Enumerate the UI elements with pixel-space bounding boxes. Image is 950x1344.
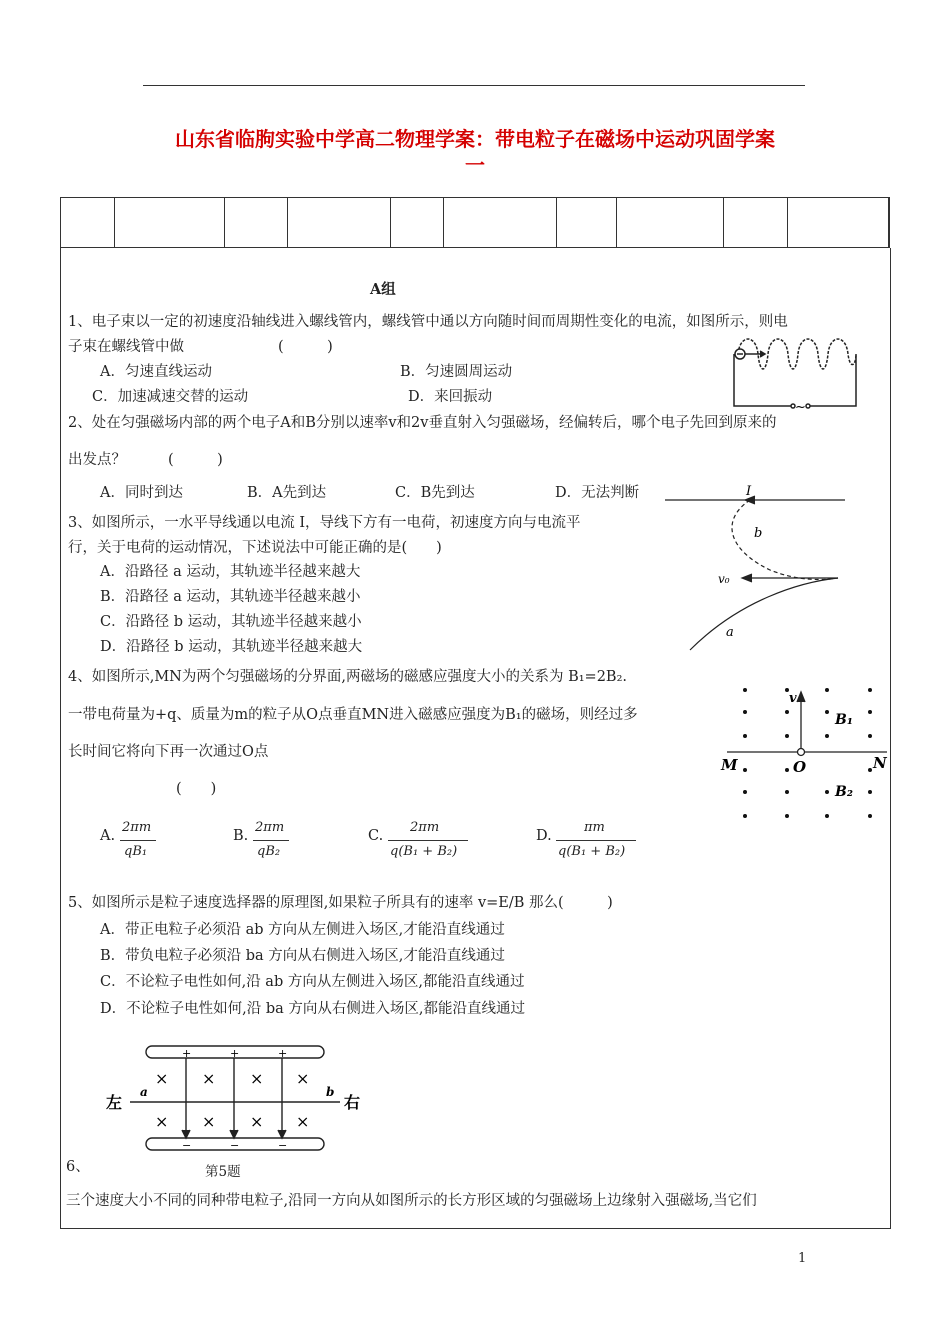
q4-option-d-fraction	[556, 820, 636, 864]
q5-cross: ×	[296, 1112, 310, 1131]
q4-option-a-bar	[120, 840, 156, 841]
info-cell	[115, 198, 224, 248]
q4-option-a-fraction	[120, 820, 156, 864]
info-cell	[61, 198, 115, 248]
q4-option-d-bar	[556, 840, 636, 841]
q4-text: 4、如图所示,MN为两个匀强磁场的分界面,两磁场的磁感应强度大小的关系为 B₁=2B₂.	[68, 669, 628, 685]
q4-text-3: 长时间它将向下再一次通过O点	[68, 744, 269, 760]
q3-option-d: D．沿路径 b 运动，其轨迹半径越来越大	[100, 639, 363, 655]
q4-text-2: 一带电荷量为+q、质量为m的粒子从O点垂直MN进入磁感应强度为B₁的磁场，则经过多	[68, 707, 638, 723]
q3-label-v0: v₀	[718, 572, 730, 586]
q1-solenoid-figure	[728, 330, 863, 415]
q5-label-right: 右	[344, 1093, 361, 1112]
q3-option-c: C．沿路径 b 运动，其轨迹半径越来越小	[100, 614, 362, 630]
q5-minus-2: −	[230, 1139, 240, 1152]
page-title-line2: 一	[465, 153, 485, 177]
info-cell	[889, 198, 890, 248]
q4-label-M: M	[721, 756, 738, 774]
q6-text: 三个速度大小不同的同种带电粒子,沿同一方向从如图所示的长方形区域的匀强磁场上边缘射入强磁场,当它们	[66, 1193, 757, 1209]
info-table	[60, 197, 890, 248]
q5-plus-3: +	[278, 1047, 288, 1060]
section-heading: A组	[370, 281, 396, 298]
q2-option-b: B．A先到达	[247, 485, 327, 501]
q5-cross: ×	[296, 1069, 310, 1088]
q4-label-O: O	[793, 758, 807, 776]
q5-velocity-selector-figure	[100, 1040, 370, 1165]
q4-option-c-fraction	[388, 820, 468, 864]
q5-cross: ×	[250, 1069, 264, 1088]
q5-cross: ×	[202, 1112, 216, 1131]
q5-label-a: a	[140, 1085, 148, 1099]
info-cell	[724, 198, 788, 248]
info-cell	[556, 198, 616, 248]
q4-boundary-figure	[715, 680, 895, 830]
q4-option-c-num: 2πm	[410, 820, 440, 835]
q5-cross: ×	[202, 1069, 216, 1088]
q4-option-c-bar	[388, 840, 468, 841]
info-cell	[224, 198, 287, 248]
q5-option-a: A．带正电粒子必须沿 ab 方向从左侧进入场区,才能沿直线通过	[100, 922, 505, 938]
q4-label-v: v	[789, 691, 797, 706]
info-cell	[788, 198, 889, 248]
q5-option-c: C．不论粒子电性如何,沿 ab 方向从左侧进入场区,都能沿直线通过	[100, 974, 525, 990]
q4-label-B2: B₂	[835, 784, 853, 800]
q2-option-a: A．同时到达	[100, 485, 183, 501]
q1-text-2: 子束在螺线管中做	[68, 339, 184, 355]
q6-number: 6、	[66, 1159, 90, 1175]
q5-plus-1: +	[182, 1047, 192, 1060]
q2-option-d: D．无法判断	[555, 485, 640, 501]
q3-label-I: I	[746, 484, 752, 499]
q5-minus-1: −	[182, 1139, 192, 1152]
q5-cross: ×	[155, 1069, 169, 1088]
info-cell	[616, 198, 723, 248]
q3-label-b: b	[754, 526, 763, 541]
info-cell	[287, 198, 390, 248]
q3-option-a: A．沿路径 a 运动，其轨迹半径越来越大	[100, 564, 361, 580]
q1-option-b: B．匀速圆周运动	[400, 364, 513, 380]
q4-option-b-den: qB₂	[257, 844, 281, 859]
q4-option-d-num: πm	[584, 820, 605, 835]
q5-label-left: 左	[106, 1093, 123, 1112]
q5-label-b: b	[326, 1085, 335, 1099]
q2-option-c: C．B先到达	[395, 485, 475, 501]
q2-answer-paren: ( )	[168, 452, 223, 468]
top-rule	[143, 85, 805, 86]
q4-option-b-bar	[253, 840, 289, 841]
page-title: 山东省临朐实验中学高二物理学案：带电粒子在磁场中运动巩固学案	[175, 127, 775, 151]
q5-text: 5、如图所示是粒子速度选择器的原理图,如果粒子所具有的速率 v=E/B 那么( )	[68, 895, 613, 911]
q1-text: 1、电子束以一定的初速度沿轴线进入螺线管内，螺线管中通以方向随时间而周期性变化的电流，如图所示，则电	[68, 314, 788, 330]
q4-option-c-den: q(B₁ + B₂)	[390, 844, 458, 859]
page-number: 1	[798, 1251, 807, 1266]
q4-option-b-label: B.	[233, 828, 249, 844]
q3-label-a: a	[726, 625, 734, 640]
q5-cross: ×	[155, 1112, 169, 1131]
q1-option-c: C．加速减速交替的运动	[92, 389, 249, 405]
q5-option-b: B．带负电粒子必须沿 ba 方向从右侧进入场区,才能沿直线通过	[100, 948, 505, 964]
q5-figure-caption: 第5题	[205, 1164, 241, 1180]
q4-option-c-label: C.	[368, 828, 384, 844]
q1-option-a: A．匀速直线运动	[100, 364, 212, 380]
q2-text-2: 出发点？	[68, 452, 126, 468]
q3-text: 3、如图所示，一水平导线通以电流 I，导线下方有一电荷，初速度方向与电流平	[68, 515, 581, 531]
q5-minus-3: −	[278, 1139, 288, 1152]
info-cell	[444, 198, 556, 248]
q5-plus-2: +	[230, 1047, 240, 1060]
q4-option-d-label: D.	[536, 828, 552, 844]
q4-label-B1: B₁	[835, 712, 853, 728]
q4-answer-paren: ( )	[176, 781, 217, 797]
q4-option-b-fraction	[253, 820, 289, 864]
q1-option-d: D．来回振动	[408, 389, 493, 405]
q5-option-d: D．不论粒子电性如何,沿 ba 方向从右侧进入场区,都能沿直线通过	[100, 1001, 525, 1017]
ac-source-symbol: ~	[795, 400, 806, 415]
q1-answer-paren: ( )	[278, 339, 333, 355]
q3-text-2: 行，关于电荷的运动情况，下述说法中可能正确的是( )	[68, 540, 442, 556]
q4-option-a-num: 2πm	[122, 820, 152, 835]
q4-option-d-den: q(B₁ + B₂)	[558, 844, 626, 859]
q2-text: 2、处在匀强磁场内部的两个电子A和B分别以速率v和2v垂直射入匀强磁场，经偏转后，哪个电子先回到原来的	[68, 415, 777, 431]
q3-option-b: B．沿路径 a 运动，其轨迹半径越来越小	[100, 589, 361, 605]
q4-label-N: N	[873, 754, 887, 772]
q4-option-a-label: A.	[100, 828, 116, 844]
info-cell	[391, 198, 444, 248]
q3-wire-figure	[660, 480, 860, 655]
q4-option-a-den: qB₁	[124, 844, 148, 859]
q4-option-b-num: 2πm	[255, 820, 285, 835]
q5-cross: ×	[250, 1112, 264, 1131]
